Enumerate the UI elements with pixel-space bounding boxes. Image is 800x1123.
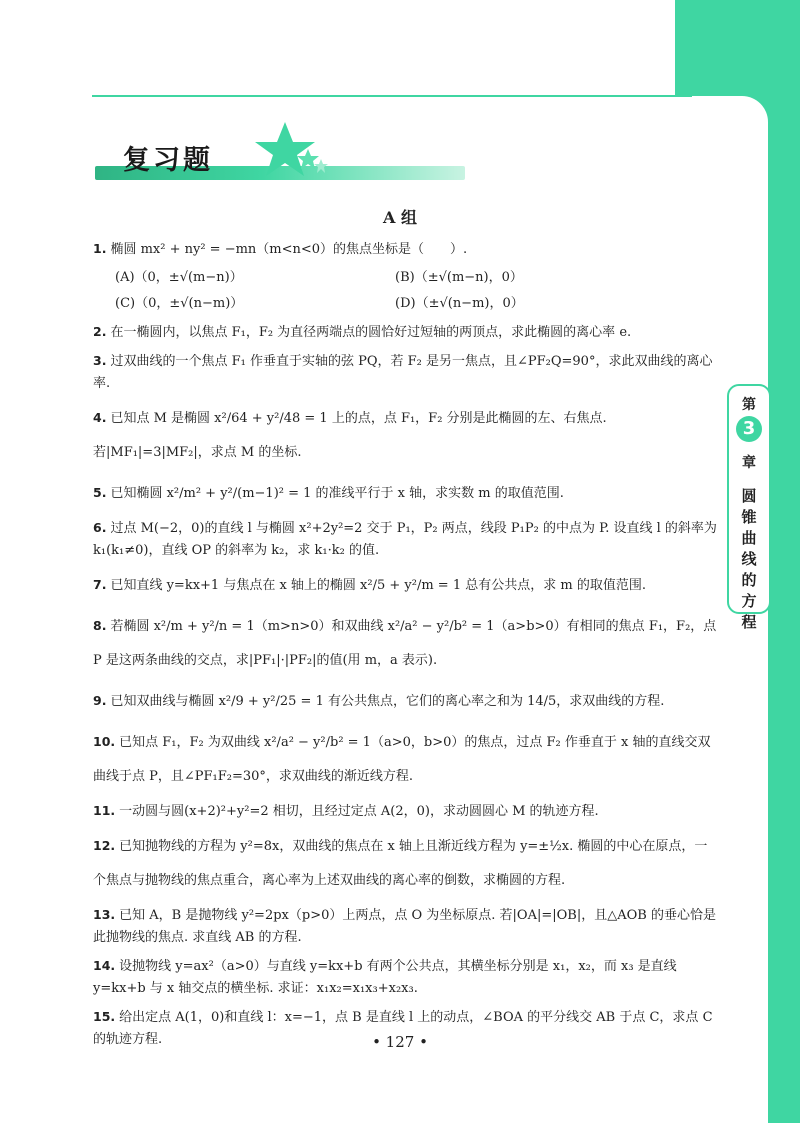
question-1	[93, 238, 718, 261]
question-text: 过双曲线的一个焦点 F₁ 作垂直于实轴的弦 PQ，若 F₂ 是另一焦点，且∠PF₂Q=90°，求此双曲线的离心率.	[93, 354, 713, 391]
question-text: 过点 M(−2，0)的直线 l 与椭圆 x²+2y²=2 交于 P₁，P₂ 两点，线段 P₁P₂ 的中点为 P. 设直线 l 的斜率为 k₁(k₁≠0)，直线 OP 的斜率为 k₂，求 k₁·k₂ 的值.	[93, 521, 717, 558]
question-number: 12.	[93, 838, 116, 853]
question-11	[93, 800, 718, 823]
option-b: (B)（±√(m−n)，0）	[395, 270, 523, 285]
question-number: 5.	[93, 485, 107, 500]
question-number: 10.	[93, 734, 116, 749]
section-title: 复习题	[123, 145, 213, 176]
question-7	[93, 568, 718, 603]
question-text: 一动圆与圆(x+2)²+y²=2 相切，且经过定点 A(2，0)，求动圆圆心 M 的轨迹方程.	[119, 804, 599, 819]
question-number: 3.	[93, 353, 107, 368]
question-text: 已知抛物线的方程为 y²=8x，双曲线的焦点在 x 轴上且渐近线方程为 y=±½x. 椭圆的中心在原点，一个焦点与抛物线的焦点重合，离心率为上述双曲线的离心率的倒数，求椭圆的方程.	[93, 839, 708, 888]
chapter-title-vertical	[729, 486, 769, 633]
question-number: 15.	[93, 1009, 116, 1024]
option-d: (D)（±√(n−m)，0）	[395, 296, 524, 311]
question-number: 6.	[93, 520, 107, 535]
question-number: 4.	[93, 410, 107, 425]
chapter-title: 圆 锥 曲 线 的 方 程	[741, 487, 757, 631]
question-text: 给出定点 A(1，0)和直线 l：x=−1，点 B 是直线 l 上的动点，∠BOA 的平分线交 AB 于点 C，求点 C 的轨迹方程.	[93, 1010, 713, 1047]
question-5	[93, 476, 718, 511]
question-text: 已知椭圆 x²/m² + y²/(m−1)² = 1 的准线平行于 x 轴，求实数 m 的取值范围.	[110, 486, 564, 501]
question-number: 9.	[93, 693, 107, 708]
question-text: 若椭圆 x²/m + y²/n = 1（m>n>0）和双曲线 x²/a² − y²/b² = 1（a>b>0）有相同的焦点 F₁，F₂，点 P 是这两条曲线的交点，求|PF₁|·|PF₂|的值(用 m，a 表示).	[93, 619, 717, 668]
question-number: 11.	[93, 803, 116, 818]
question-text: 已知 A，B 是抛物线 y²=2px（p>0）上两点，点 O 为坐标原点. 若|OA|=|OB|，且△AOB 的垂心恰是此抛物线的焦点. 求直线 AB 的方程.	[93, 908, 716, 945]
question-14	[93, 955, 718, 1000]
question-number: 14.	[93, 958, 116, 973]
question-3	[93, 350, 718, 395]
chapter-number-badge: 3	[736, 416, 762, 442]
question-8	[93, 609, 718, 678]
question-list	[93, 238, 718, 1057]
question-text: 已知点 F₁，F₂ 为双曲线 x²/a² − y²/b² = 1（a>0，b>0）的焦点，过点 F₂ 作垂直于 x 轴的直线交双曲线于点 P，且∠PF₁F₂=30°，求双曲线的渐近线方程.	[93, 735, 711, 784]
section-banner	[95, 120, 475, 190]
question-text: 设抛物线 y=ax²（a>0）与直线 y=kx+b 有两个公共点，其横坐标分别是 x₁，x₂，而 x₃ 是直线 y=kx+b 与 x 轴交点的横坐标. 求证：x₁x₂=x₁x₃+x₂x₃.	[93, 959, 677, 996]
chapter-tab-top: 第	[742, 397, 756, 413]
question-number: 1.	[93, 241, 107, 256]
question-10	[93, 725, 718, 794]
question-text: 椭圆 mx² + ny² = −mn（m<n<0）的焦点坐标是（ ）.	[110, 242, 468, 257]
question-9	[93, 684, 718, 719]
tiny-star-icon	[313, 158, 329, 174]
question-12	[93, 829, 718, 898]
option-a: (A)（0，±√(m−n)）	[115, 270, 243, 285]
question-2	[93, 321, 718, 344]
chapter-tab-bottom: 章	[742, 455, 756, 471]
question-4	[93, 401, 718, 470]
question-1-options	[93, 267, 718, 315]
question-text: 已知双曲线与椭圆 x²/9 + y²/25 = 1 有公共焦点，它们的离心率之和为 14/5，求双曲线的方程.	[110, 694, 665, 709]
top-rule	[92, 95, 692, 97]
option-c: (C)（0，±√(n−m)）	[115, 296, 244, 311]
question-number: 8.	[93, 618, 107, 633]
question-6	[93, 517, 718, 562]
question-13	[93, 904, 718, 949]
question-number: 2.	[93, 324, 107, 339]
question-text: 在一椭圆内，以焦点 F₁，F₂ 为直径两端点的圆恰好过短轴的两顶点，求此椭圆的离心率 e.	[110, 325, 632, 340]
group-title: A 组	[383, 208, 417, 227]
question-number: 7.	[93, 577, 107, 592]
page-number: • 127 •	[372, 1033, 428, 1051]
question-text: 已知直线 y=kx+1 与焦点在 x 轴上的椭圆 x²/5 + y²/m = 1 总有公共点，求 m 的取值范围.	[110, 578, 646, 593]
question-text: 已知点 M 是椭圆 x²/64 + y²/48 = 1 上的点，点 F₁，F₂ 分别是此椭圆的左、右焦点. 若|MF₁|=3|MF₂|，求点 M 的坐标.	[93, 411, 607, 460]
chapter-tab	[727, 384, 771, 631]
question-number: 13.	[93, 907, 116, 922]
